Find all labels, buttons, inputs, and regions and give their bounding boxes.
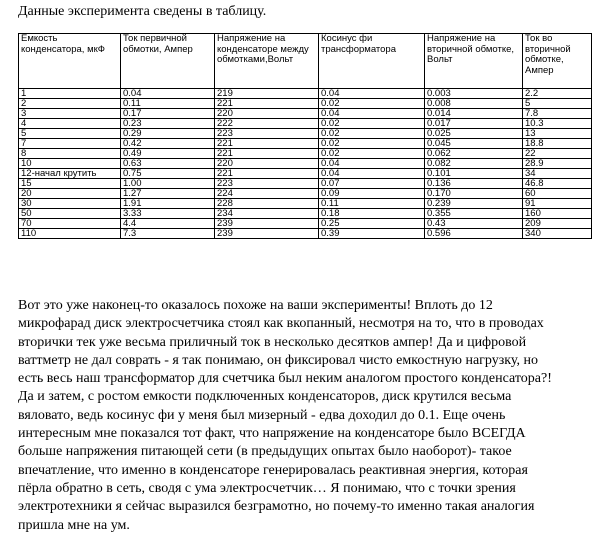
table-row xyxy=(19,189,592,199)
cell-secondary-current: 340 xyxy=(523,229,592,239)
cell-primary-current: 1.27 xyxy=(121,189,215,199)
cell-capacitor-voltage: 221 xyxy=(215,139,319,149)
cell-secondary-current: 22 xyxy=(523,149,592,159)
cell-primary-current: 0.11 xyxy=(121,99,215,109)
cell-cos-phi: 0.11 xyxy=(319,199,425,209)
cell-capacitor-voltage: 219 xyxy=(215,89,319,99)
table-header-row xyxy=(19,34,592,89)
cell-capacitance: 2 xyxy=(19,99,121,109)
cell-capacitor-voltage: 221 xyxy=(215,149,319,159)
cell-primary-current: 0.49 xyxy=(121,149,215,159)
cell-secondary-current: 46.8 xyxy=(523,179,592,189)
cell-cos-phi: 0.02 xyxy=(319,119,425,129)
cell-capacitor-voltage: 220 xyxy=(215,109,319,119)
cell-primary-current: 1.91 xyxy=(121,199,215,209)
header-capacitor-voltage: Напряжение на конденсаторе между обмотками,Вольт xyxy=(215,34,319,89)
cell-primary-current: 0.42 xyxy=(121,139,215,149)
cell-capacitance: 7 xyxy=(19,139,121,149)
table-row xyxy=(19,129,592,139)
cell-capacitance: 3 xyxy=(19,109,121,119)
cell-cos-phi: 0.04 xyxy=(319,159,425,169)
cell-secondary-voltage: 0.045 xyxy=(425,139,523,149)
cell-cos-phi: 0.02 xyxy=(319,139,425,149)
cell-capacitance: 4 xyxy=(19,119,121,129)
cell-secondary-voltage: 0.43 xyxy=(425,219,523,229)
table-row xyxy=(19,209,592,219)
cell-cos-phi: 0.18 xyxy=(319,209,425,219)
cell-primary-current: 0.23 xyxy=(121,119,215,129)
paragraph-line: электротехники я сейчас выразился безграмотно, но почему-то именно такая аналогия xyxy=(18,499,535,515)
table-row xyxy=(19,139,592,149)
cell-capacitor-voltage: 220 xyxy=(215,159,319,169)
cell-capacitance: 10 xyxy=(19,159,121,169)
cell-capacitor-voltage: 223 xyxy=(215,179,319,189)
cell-secondary-current: 160 xyxy=(523,209,592,219)
header-secondary-current: Ток во вторичной обмотке, Ампер xyxy=(523,34,592,89)
paragraph-line: больше напряжения питающей сети (в предыдущих опытах было наоборот)- такое xyxy=(18,444,512,460)
intro-text: Данные эксперимента сведены в таблицу. xyxy=(18,4,267,19)
cell-secondary-voltage: 0.082 xyxy=(425,159,523,169)
cell-secondary-current: 2.2 xyxy=(523,89,592,99)
cell-secondary-voltage: 0.014 xyxy=(425,109,523,119)
cell-cos-phi: 0.02 xyxy=(319,149,425,159)
cell-cos-phi: 0.02 xyxy=(319,129,425,139)
cell-capacitance: 12-начал крутить xyxy=(19,169,121,179)
experiment-table xyxy=(18,33,592,239)
cell-capacitor-voltage: 224 xyxy=(215,189,319,199)
cell-secondary-voltage: 0.596 xyxy=(425,229,523,239)
cell-secondary-current: 7.8 xyxy=(523,109,592,119)
paragraph-line: есть весь наш трансформатор для счетчика был неким аналогом простого конденсатора?! xyxy=(18,371,552,387)
paragraph-line: вторички тек уже весьма приличный ток в несколько десятков ампер! Да и цифровой xyxy=(18,334,527,350)
header-cos-phi: Косинус фи трансформатора xyxy=(319,34,425,89)
cell-cos-phi: 0.25 xyxy=(319,219,425,229)
paragraph-line: вяловато, ведь косинус фи у меня был мизерный - едва доходил до 0.1. Еще очень xyxy=(18,407,506,423)
cell-secondary-voltage: 0.008 xyxy=(425,99,523,109)
cell-cos-phi: 0.39 xyxy=(319,229,425,239)
cell-capacitance: 50 xyxy=(19,209,121,219)
cell-secondary-current: 10.3 xyxy=(523,119,592,129)
cell-secondary-current: 60 xyxy=(523,189,592,199)
cell-capacitance: 70 xyxy=(19,219,121,229)
table-row xyxy=(19,149,592,159)
table-row xyxy=(19,89,592,99)
cell-capacitance: 8 xyxy=(19,149,121,159)
cell-secondary-voltage: 0.136 xyxy=(425,179,523,189)
paragraph-line: пёрла обратно в сеть, сводя с ума электросчетчик… Я понимаю, что с точки зрения xyxy=(18,480,516,496)
cell-secondary-voltage: 0.355 xyxy=(425,209,523,219)
table-row xyxy=(19,199,592,209)
cell-secondary-current: 5 xyxy=(523,99,592,109)
cell-capacitor-voltage: 223 xyxy=(215,129,319,139)
cell-secondary-voltage: 0.025 xyxy=(425,129,523,139)
cell-secondary-current: 18.8 xyxy=(523,139,592,149)
cell-capacitor-voltage: 222 xyxy=(215,119,319,129)
cell-secondary-current: 34 xyxy=(523,169,592,179)
table-row xyxy=(19,99,592,109)
paragraph-line: впечатление, что именно в конденсаторе генерировалась реактивная энергия, которая xyxy=(18,462,528,478)
cell-primary-current: 0.17 xyxy=(121,109,215,119)
table-row xyxy=(19,159,592,169)
header-capacitance: Емкость конденсатора, мкФ xyxy=(19,34,121,89)
cell-capacitor-voltage: 221 xyxy=(215,99,319,109)
cell-capacitor-voltage: 239 xyxy=(215,219,319,229)
cell-secondary-voltage: 0.003 xyxy=(425,89,523,99)
cell-primary-current: 1.00 xyxy=(121,179,215,189)
table-row xyxy=(19,169,592,179)
cell-secondary-current: 91 xyxy=(523,199,592,209)
cell-primary-current: 3.33 xyxy=(121,209,215,219)
cell-primary-current: 0.04 xyxy=(121,89,215,99)
table-row xyxy=(19,229,592,239)
paragraph-line: микрофарад диск электросчетчика стоял как вкопанный, несмотря на то, что в проводах xyxy=(18,316,544,332)
cell-secondary-current: 209 xyxy=(523,219,592,229)
cell-capacitor-voltage: 228 xyxy=(215,199,319,209)
paragraph-line: пришла мне на ум. xyxy=(18,517,130,533)
table-body xyxy=(19,89,592,239)
cell-secondary-voltage: 0.239 xyxy=(425,199,523,209)
cell-capacitance: 20 xyxy=(19,189,121,199)
cell-secondary-voltage: 0.101 xyxy=(425,169,523,179)
cell-primary-current: 0.75 xyxy=(121,169,215,179)
table-row xyxy=(19,179,592,189)
header-secondary-voltage: Напряжение на вторичной обмотке, Вольт xyxy=(425,34,523,89)
body-paragraph xyxy=(18,297,578,535)
table-row xyxy=(19,219,592,229)
cell-cos-phi: 0.09 xyxy=(319,189,425,199)
cell-capacitor-voltage: 221 xyxy=(215,169,319,179)
cell-cos-phi: 0.07 xyxy=(319,179,425,189)
cell-secondary-voltage: 0.170 xyxy=(425,189,523,199)
table-row xyxy=(19,119,592,129)
table-header xyxy=(19,34,592,89)
cell-primary-current: 7.3 xyxy=(121,229,215,239)
cell-cos-phi: 0.02 xyxy=(319,99,425,109)
cell-capacitance: 5 xyxy=(19,129,121,139)
table-row xyxy=(19,109,592,119)
cell-cos-phi: 0.04 xyxy=(319,109,425,119)
cell-cos-phi: 0.04 xyxy=(319,89,425,99)
paragraph-line: Да и затем, с ростом емкости подключенных конденсаторов, диск крутился весьма xyxy=(18,389,512,405)
cell-primary-current: 0.29 xyxy=(121,129,215,139)
cell-secondary-current: 28.9 xyxy=(523,159,592,169)
cell-capacitance: 1 xyxy=(19,89,121,99)
cell-capacitor-voltage: 239 xyxy=(215,229,319,239)
cell-cos-phi: 0.04 xyxy=(319,169,425,179)
cell-primary-current: 4.4 xyxy=(121,219,215,229)
cell-primary-current: 0.63 xyxy=(121,159,215,169)
paragraph-line: ваттметр не дал соврать - я так понимаю, он фиксировал чисто емкостную нагрузку, но xyxy=(18,352,538,368)
cell-capacitor-voltage: 234 xyxy=(215,209,319,219)
cell-capacitance: 110 xyxy=(19,229,121,239)
cell-secondary-voltage: 0.017 xyxy=(425,119,523,129)
cell-secondary-voltage: 0.062 xyxy=(425,149,523,159)
cell-capacitance: 30 xyxy=(19,199,121,209)
paragraph-line: интересным мне показался тот факт, что напряжение на конденсаторе было ВСЕГДА xyxy=(18,426,526,442)
cell-secondary-current: 13 xyxy=(523,129,592,139)
cell-capacitance: 15 xyxy=(19,179,121,189)
header-primary-current: Ток первичной обмотки, Ампер xyxy=(121,34,215,89)
paragraph-line: Вот это уже наконец-то оказалось похоже на ваши эксперименты! Вплоть до 12 xyxy=(18,298,493,313)
